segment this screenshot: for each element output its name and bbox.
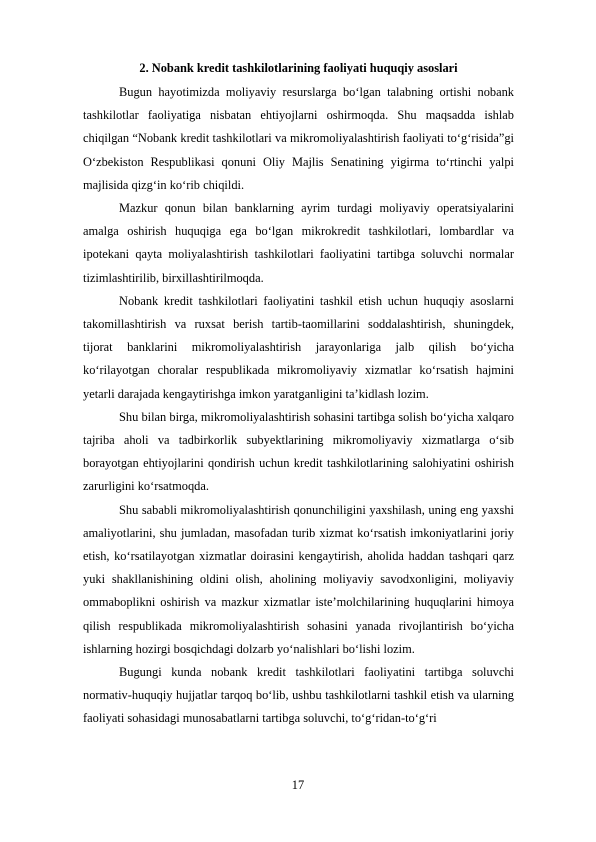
paragraph-2: Mazkur qonun bilan banklarning ayrim turdagi moliyaviy operatsiyalarini amalga oshirish huquqiga ega bo‘lgan mikrokredit tashkilotlari, lombardlar va ipotekani qayta moliyalashtirish tashkilotlari faoliyatini tartibga soluvchi normalar tizimlashtirilib, birxillashtirilmoqda. (83, 201, 514, 285)
page-number: 17 (291, 778, 305, 792)
paragraph-1: Bugun hayotimizda moliyaviy resurslarga bo‘lgan talabning ortishi nobank tashkilotlar faoliyatiga nisbatan ehtiyojlarni oshirmoqda. Shu maqsadda ishlab chiqilgan “Nobank kredit tashkilotlari va mikromoliyalashtirish faoliyati to‘g‘risida”gi O‘zbekiston Respublikasi qonuni Oliy Majlis Senatining yigirma to‘rtinchi yalpi majlisida qizg‘in ko‘rib chiqildi. (83, 85, 514, 192)
paragraph-6: Bugungi kunda nobank kredit tashkilotlari faoliyatini tartibga soluvchi normativ-huquqiy hujjatlar tarqoq bo‘lib, ushbu tashkilotlarni tashkil etish va ularning faoliyati sohasidagi munosabatlarni tartibga soluvchi, to‘g‘ridan-to‘g‘ri (83, 665, 514, 726)
section-heading: 2. Nobank kredit tashkilotlarining faoliyati huquqiy asoslari (139, 61, 458, 75)
paragraph-5: Shu sababli mikromoliyalashtirish qonunchiligini yaxshilash, uning eng yaxshi amaliyotlarini, shu jumladan, masofadan turib xizmat ko‘rsatish imkoniyatlarini joriy etish, ko‘rsatilayotgan xizmatlar doirasini kengaytirish, aholida haddan tashqari qarz yuki shakllanishining oldini olish, aholining moliyaviy savodxonligini, moliyaviy ommaboplikni oshirish va mazkur xizmatlar iste’molchilarining huquqlarini himoya qilish respublikada mikromoliyalashtirish sohasini yanada rivojlantirish bo‘yicha ishlarning hozirgi bosqichdagi dolzarb yo‘nalishlari bo‘lishi lozim. (83, 502, 514, 656)
paragraph-4: Shu bilan birga, mikromoliyalashtirish sohasini tartibga solish bo‘yicha xalqaro tajriba aholi va tadbirkorlik subyektlarining mikromoliyaviy xizmatlarga o‘sib borayotgan ehtiyojlarini qondirish uchun kredit tashkilotlarining salohiyatini oshirish zarurligini ko‘rsatmoqda. (83, 409, 514, 494)
paragraph-3: Nobank kredit tashkilotlari faoliyatini tashkil etish uchun huquqiy asoslarni takomillashtirish va ruxsat berish tartib-taomillarini soddalashtirish, shuningdek, tijorat banklarini mikromoliyalashtirish jarayonlariga jalb qilish bo‘yicha ko‘rilayotgan choralar respublikada mikromoliyaviy xizmatlar ko‘rsatish hajmini yetarli darajada kengaytirishga imkon yaratganligini ta’kidlash lozim. (83, 293, 514, 401)
